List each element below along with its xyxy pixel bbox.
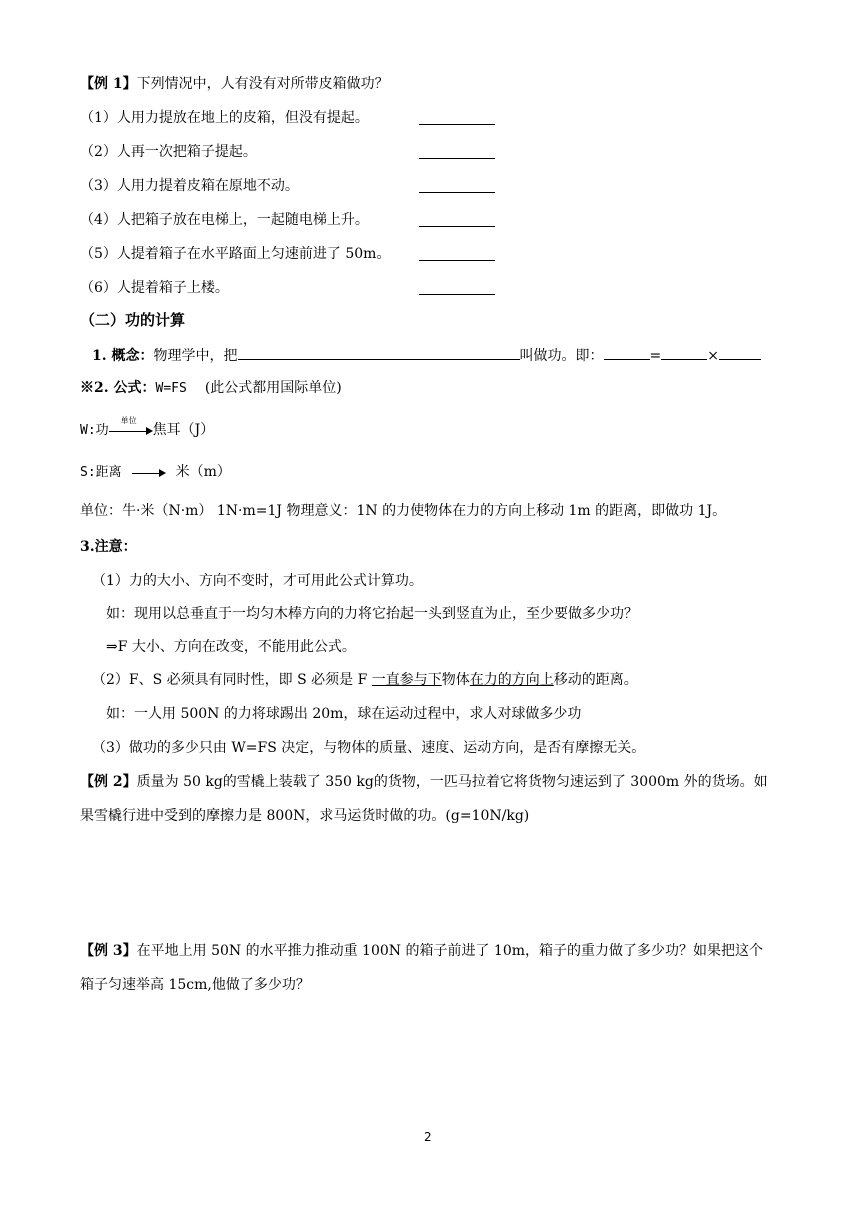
note-2-underline-2: 在力的方向上 bbox=[469, 672, 554, 688]
answer-blank-6[interactable] bbox=[419, 294, 495, 295]
answer-blank-4[interactable] bbox=[419, 226, 495, 227]
section-heading: （二）功的计算 bbox=[80, 311, 186, 329]
example-3-line-2: 箱子匀速举高 15cm,他做了多少功？ bbox=[80, 977, 310, 993]
note-1: （1）力的大小、方向不变时，才可用此公式计算功。 bbox=[92, 573, 423, 589]
concept-eq: = bbox=[649, 348, 662, 364]
answer-blank-3[interactable] bbox=[419, 192, 495, 193]
concept-label: 1. 概念： bbox=[92, 348, 154, 364]
arrow-right-icon bbox=[132, 465, 166, 479]
concept-text-a: 物理学中，把 bbox=[153, 348, 238, 364]
example-3-text-1: 在平地上用 50N 的水平推力推动重 100N 的箱子前进了 10m，箱子的重力做了多少功？如果把这个 bbox=[136, 943, 763, 959]
formula-text: W=FS bbox=[155, 381, 187, 396]
w-label: W:功 bbox=[80, 423, 109, 438]
concept-blank-1[interactable] bbox=[604, 345, 650, 360]
concept-times: × bbox=[707, 348, 719, 364]
example-2-text-1: 质量为 50 kg的雪橇上装载了 350 kg的货物，一匹马拉着它将货物匀速运到了 3000m 外的货场。如 bbox=[136, 774, 768, 790]
example-1-item-1: （1）人用力提放在地上的皮箱，但没有提起。 bbox=[80, 110, 369, 126]
note-2-text-c: 移动的距离。 bbox=[553, 672, 638, 688]
answer-blank-1[interactable] bbox=[419, 124, 495, 125]
concept-blank-2[interactable] bbox=[661, 345, 707, 360]
example-1-title bbox=[80, 74, 389, 94]
example-1-item-6: （6）人提着箱子上楼。 bbox=[80, 280, 229, 296]
s-label: S:距离 bbox=[80, 465, 122, 480]
example-2-line-1 bbox=[80, 772, 768, 792]
answer-blank-5[interactable] bbox=[419, 260, 495, 261]
example-1-item-5: （5）人提着箱子在水平路面上匀速前进了 50m。 bbox=[80, 246, 391, 262]
note-2-underline-1: 一直参与下 bbox=[371, 672, 442, 688]
note-1-result: ⇒F 大小、方向在改变，不能用此公式。 bbox=[106, 639, 356, 655]
note-2-example: 如：一人用 500N 的力将球踢出 20m，球在运动过程中，求人对球做多少功 bbox=[106, 706, 582, 722]
answer-blank-2[interactable] bbox=[419, 158, 495, 159]
concept-blank-3[interactable] bbox=[719, 345, 761, 360]
concept-text-b: 叫做功。即： bbox=[519, 348, 604, 364]
note-2-text-a: （2）F、S 必须具有同时性，即 S 必须是 F bbox=[92, 672, 372, 688]
concept-line bbox=[92, 345, 761, 366]
example-1-item-3: （3）人用力提着皮箱在原地不动。 bbox=[80, 178, 299, 194]
example-2-bracket: 【例 2】 bbox=[80, 774, 137, 790]
formula-label: ※2. 公式： bbox=[80, 380, 156, 396]
note-2-text-b: 物体 bbox=[441, 672, 470, 688]
example-1-question: 下列情况中，人有没有对所带皮箱做功？ bbox=[136, 76, 389, 92]
example-2-line-2: 果雪橇行进中受到的摩擦力是 800N，求马运货时做的功。(g=10N/kg) bbox=[80, 808, 530, 824]
example-3-bracket: 【例 3】 bbox=[80, 943, 137, 959]
note-3: （3）做功的多少只由 W=FS 决定，与物体的质量、速度、运动方向，是否有摩擦无关。 bbox=[92, 740, 646, 756]
formula-note: (此公式都用国际单位) bbox=[204, 380, 342, 396]
arrow-right-icon bbox=[109, 416, 153, 437]
note-1-example: 如：现用以总垂直于一均匀木棒方向的力将它抬起一头到竖直为止，至少要做多少功？ bbox=[106, 606, 638, 622]
example-3-line-1 bbox=[80, 941, 763, 961]
example-1-item-4: （4）人把箱子放在电梯上，一起随电梯上升。 bbox=[80, 212, 369, 228]
concept-blank-long[interactable] bbox=[238, 345, 520, 360]
note-2 bbox=[92, 670, 638, 690]
w-unit: 焦耳（J） bbox=[152, 422, 215, 438]
page-number: 2 bbox=[424, 1130, 432, 1144]
s-unit: 米（m） bbox=[175, 464, 231, 480]
example-1-bracket: 【例 1】 bbox=[80, 76, 137, 92]
arrow-label: 单位 bbox=[120, 416, 137, 425]
notes-label: 3.注意： bbox=[80, 539, 137, 555]
s-unit-line bbox=[80, 462, 231, 483]
formula-line bbox=[80, 378, 342, 399]
unit-meaning-line: 单位：牛·米（N·m） 1N·m=1J 物理意义：1N 的力使物体在力的方向上移动 1m 的距离，即做功 1J。 bbox=[80, 503, 727, 519]
example-1-item-2: （2）人再一次把箱子提起。 bbox=[80, 144, 257, 160]
w-unit-line bbox=[80, 416, 215, 441]
